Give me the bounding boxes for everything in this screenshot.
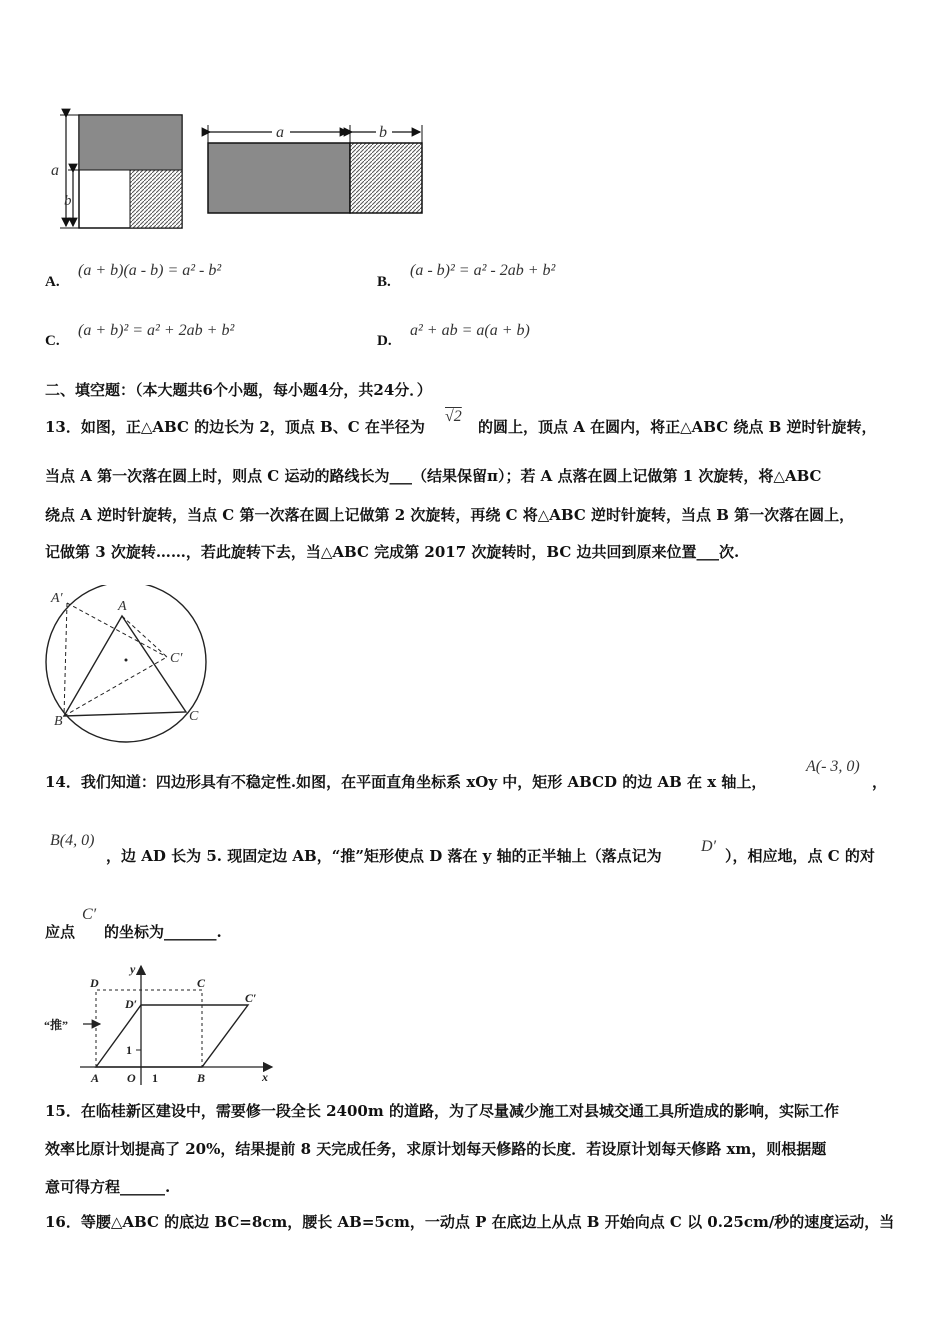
label-b-left: b xyxy=(64,193,72,209)
circle-triangle-figure xyxy=(40,585,220,745)
q14-line-2: ，边 AD 长为 5. 现固定边 AB，“推”矩形使点 D 落在 y 轴的正半轴上（落点记为 xyxy=(106,847,662,865)
q13-line-1b: 的圆上，顶点 A 在圆内，将正△ABC 绕点 B 逆时针旋转， xyxy=(478,418,877,436)
label-a-prime: A′ xyxy=(51,591,63,606)
option-d-formula: a² + ab = a(a + b) xyxy=(410,322,530,339)
option-d-letter: D. xyxy=(377,333,392,349)
label-b-top: b xyxy=(379,124,387,141)
q15-line-2: 效率比原计划提高了 20%，结果提前 8 天完成任务，求原计划每天修路的长度．若设原计划每天修路 xm，则根据题 xyxy=(45,1140,827,1158)
q14-d-prime: D′ xyxy=(701,838,717,855)
label-a: A xyxy=(91,1071,100,1085)
label-one-y: 1 xyxy=(126,1043,132,1057)
q15-line-1: 15．在临桂新区建设中，需要修一段全长 2400m 的道路，为了尽量减少施工对县城交通工具所造成的影响，实际工作 xyxy=(45,1102,839,1120)
option-b-formula: (a - b)² = a² - 2ab + b² xyxy=(410,262,556,279)
section-2-title: 二、填空题：（本大题共6个小题，每小题4分，共24分．） xyxy=(45,381,432,399)
q15-line-3: 意可得方程______. xyxy=(45,1178,171,1196)
label-b: B xyxy=(197,1071,206,1085)
q14-c-prime: C′ xyxy=(82,906,97,923)
label-one-x: 1 xyxy=(152,1071,158,1085)
label-c: C xyxy=(189,709,199,724)
label-b: B xyxy=(54,714,63,729)
q14-coord-a: A(- 3, 0) xyxy=(806,758,860,775)
option-b-letter: B. xyxy=(377,274,391,290)
q14-line-2b: ），相应地，点 C 的对 xyxy=(725,847,875,865)
option-c-formula: (a + b)² = a² + 2ab + b² xyxy=(78,322,235,339)
shaded-rectangle xyxy=(208,143,350,213)
q14-comma: ， xyxy=(872,773,888,791)
triangle-abc xyxy=(64,616,186,716)
label-a-top: a xyxy=(276,124,284,141)
q14-line-3b: 的坐标为_______. xyxy=(104,923,222,941)
hatched-corner xyxy=(130,170,182,228)
q13-line-3: 绕点 A 逆时针旋转，当点 C 第一次落在圆上记做第 2 次旋转，再绕 C 将△ABC 逆时针旋转，当点 B 第一次落在圆上， xyxy=(45,506,855,524)
label-o: O xyxy=(127,1071,136,1085)
q13-line-4: 记做第 3 次旋转……，若此旋转下去，当△ABC 完成第 2017 次旋转时，BC 边共回到原来位置___次. xyxy=(45,543,740,561)
label-c: C xyxy=(197,976,206,990)
q13-sqrt-2: √2 xyxy=(445,408,462,425)
label-push: “推” xyxy=(44,1018,69,1032)
label-y: y xyxy=(130,962,136,976)
q14-line-1: 14．我们知道：四边形具有不稳定性.如图，在平面直角坐标系 xOy 中，矩形 ABCD 的边 AB 在 x 轴上， xyxy=(45,773,767,791)
label-d: D xyxy=(90,976,99,990)
label-c-prime: C′ xyxy=(245,991,257,1005)
q13-line-2: 当点 A 第一次落在圆上时，则点 C 运动的路线长为___（结果保留π）；若 A 点落在圆上记做第 1 次旋转，将△ABC xyxy=(45,467,822,485)
shaded-top-region xyxy=(79,115,182,170)
q14-line-3a: 应点 xyxy=(45,923,76,941)
q14-coord-b: B(4, 0) xyxy=(50,832,95,849)
label-c-prime: C′ xyxy=(170,651,183,666)
option-a-letter: A. xyxy=(45,274,60,290)
label-x: x xyxy=(262,1070,268,1084)
square-rectangle-figure xyxy=(40,105,440,240)
label-a: A xyxy=(118,599,127,614)
label-d-prime: D′ xyxy=(125,997,138,1011)
option-c-letter: C. xyxy=(45,333,60,349)
circle-center xyxy=(125,659,128,662)
hatched-rectangle xyxy=(350,143,422,213)
q13-line-1a: 13．如图，正△ABC 的边长为 2，顶点 B、C 在半径为 xyxy=(45,418,425,436)
option-a-formula: (a + b)(a - b) = a² - b² xyxy=(78,262,222,279)
parallelogram xyxy=(96,1005,248,1067)
q16-line-1: 16．等腰△ABC 的底边 BC=8cm，腰长 AB=5cm，一动点 P 在底边上从点 B 开始向点 C 以 0.25cm/秒的速度运动，当 xyxy=(45,1213,895,1231)
label-a-left: a xyxy=(51,162,59,179)
coordinate-figure xyxy=(40,960,280,1090)
